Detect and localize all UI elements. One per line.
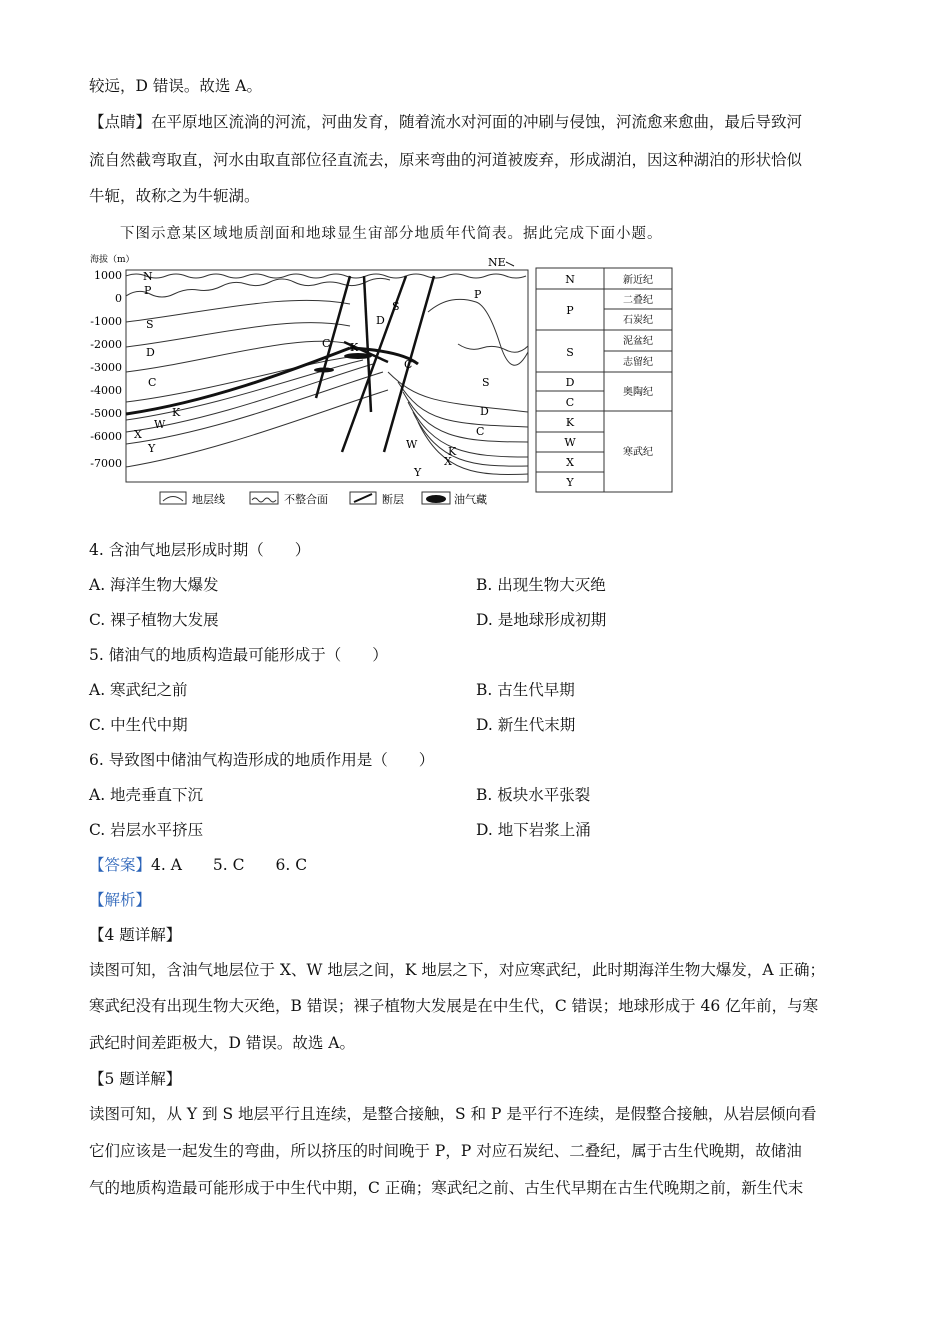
table-code: P <box>566 304 574 317</box>
y-tick: -7000 <box>90 457 122 470</box>
y-tick: 0 <box>115 292 122 305</box>
unconformity-line <box>458 344 528 352</box>
stratum-label: N <box>143 270 153 283</box>
table-code: Y <box>566 476 574 489</box>
stratum-label: P <box>144 284 152 297</box>
table-period: 寒武纪 <box>623 447 653 458</box>
question-stem: 5. 储油气的地质构造最可能形成于（ ） <box>89 646 388 664</box>
option: A. 海洋生物大爆发 <box>89 576 219 594</box>
text-line: 气的地质构造最可能形成于中生代中期，C 正确；寒武纪之前、古生代早期在古生代晚期之前，新生代末 <box>89 1179 804 1197</box>
text-line: 它们应该是一起发生的弯曲，所以挤压的时间晚于 P，P 对应石炭纪、二叠纪，属于古生代晚期，故储油 <box>89 1142 802 1160</box>
time-table <box>536 268 672 492</box>
stratum-label: X <box>134 428 142 441</box>
stratum-label: K <box>172 406 181 419</box>
section-title: 【5 题详解】 <box>89 1070 182 1088</box>
figure-caption: 下图示意某区域地质剖面和地球显生宙部分地质年代简表。据此完成下面小题。 <box>120 226 663 242</box>
y-tick: -1000 <box>90 315 122 328</box>
table-code: W <box>564 436 576 449</box>
option: A. 地壳垂直下沉 <box>89 786 204 804</box>
y-tick: 1000 <box>94 269 122 282</box>
tip-tag: 【点睛】 <box>89 113 152 131</box>
table-code: C <box>565 396 575 409</box>
stratum-label: S <box>146 318 154 331</box>
text-line: 寒武纪没有出现生物大灭绝，B 错误；裸子植物大发展是在中生代，C 错误；地球形成于 46 亿年前，与寒 <box>89 997 819 1015</box>
text-line: 流自然截弯取直，河水由取直部位径直流去，原来弯曲的河道被废弃，形成湖泊，因这种湖泊的形状恰似 <box>89 151 803 169</box>
table-period: 志留纪 <box>623 357 653 368</box>
text-line: 武纪时间差距极大，D 错误。故选 A。 <box>89 1034 355 1052</box>
stratum-label: D <box>480 405 489 418</box>
stratum-label: D <box>376 314 385 327</box>
stratum-label: C <box>476 425 485 438</box>
stratum-label: C <box>404 358 413 371</box>
y-tick: -5000 <box>90 407 122 420</box>
option: B. 出现生物大灭绝 <box>476 576 606 594</box>
stratum-label: K <box>448 445 457 458</box>
y-tick: -4000 <box>90 384 122 397</box>
y-tick: -6000 <box>90 430 122 443</box>
option: D. 地下岩浆上涌 <box>476 821 591 839</box>
axis-title: 海拔（m） <box>90 255 135 265</box>
option: C. 裸子植物大发展 <box>89 611 219 629</box>
text-line: 读图可知，从 Y 到 S 地层平行且连续，是整合接触，S 和 P 是平行不连续，是假整合接触，从岩层倾向看 <box>89 1105 817 1123</box>
legend <box>160 492 487 506</box>
stratum-label: C <box>148 376 157 389</box>
stratum-label: Y <box>148 442 156 455</box>
stratum-label: D <box>146 346 155 359</box>
unconformity-line <box>428 299 528 365</box>
stratum-label: S <box>392 300 400 313</box>
tip-paragraph <box>89 112 802 132</box>
section-title: 【4 题详解】 <box>89 926 182 944</box>
stratum-label: W <box>406 438 418 451</box>
direction-arrow <box>506 262 514 266</box>
table-period: 奥陶纪 <box>623 387 653 398</box>
text-line: 读图可知，含油气地层位于 X、W 地层之间，K 地层之下，对应寒武纪，此时期海洋生物大爆发，A 正确； <box>89 961 825 979</box>
option: A. 寒武纪之前 <box>89 681 188 699</box>
option: D. 是地球形成初期 <box>476 611 607 629</box>
stratum-label: K <box>350 341 359 354</box>
option: C. 中生代中期 <box>89 716 188 734</box>
oil-reservoir <box>314 368 334 373</box>
question-stem: 6. 导致图中储油气构造形成的地质作用是（ ） <box>89 751 435 769</box>
option: C. 岩层水平挤压 <box>89 821 204 839</box>
section-frame <box>126 270 528 482</box>
answer-line <box>89 855 307 875</box>
table-code: D <box>565 376 575 389</box>
text-line: 较远，D 错误。故选 A。 <box>89 77 262 95</box>
y-tick: -3000 <box>90 361 122 374</box>
table-code: S <box>566 346 574 359</box>
y-tick: -2000 <box>90 338 122 351</box>
strata-lines <box>126 300 528 474</box>
text-line: 在平原地区流淌的河流，河曲发育，随着流水对河面的冲刷与侵蚀，河流愈来愈曲，最后导致河 <box>151 113 803 131</box>
table-period: 新近纪 <box>623 275 653 286</box>
table-period: 二叠纪 <box>623 295 653 306</box>
option: B. 板块水平张裂 <box>476 786 591 804</box>
option: B. 古生代早期 <box>476 681 575 699</box>
stratum-label: S <box>482 376 490 389</box>
unconformity-line <box>126 278 390 297</box>
legend-label: 不整合面 <box>284 493 328 506</box>
table-code: N <box>565 273 575 286</box>
unconformity-line <box>126 274 526 278</box>
geologic-section-figure <box>88 252 688 510</box>
question-stem: 4. 含油气地层形成时期（ ） <box>89 541 311 559</box>
stratum-label: P <box>474 288 482 301</box>
table-period: 石炭纪 <box>623 315 653 326</box>
table-code: K <box>565 416 575 429</box>
legend-label: 油气藏 <box>454 493 487 506</box>
answer-text: 4. A 5. C 6. C <box>151 856 308 874</box>
stratum-label: X <box>444 455 452 468</box>
text-line: 牛轭，故称之为牛轭湖。 <box>89 187 260 205</box>
legend-label: 地层线 <box>192 493 225 506</box>
direction-label: NE <box>488 256 506 269</box>
stratum-label: C <box>322 337 331 350</box>
option: D. 新生代末期 <box>476 716 576 734</box>
table-period: 泥盆纪 <box>623 336 653 347</box>
stratum-label: W <box>154 418 166 431</box>
stratum-label: Y <box>414 466 422 479</box>
analysis-tag: 【解析】 <box>89 891 152 909</box>
table-code: X <box>566 456 574 469</box>
answer-tag: 【答案】 <box>89 856 152 874</box>
legend-label: 断层 <box>382 493 404 506</box>
